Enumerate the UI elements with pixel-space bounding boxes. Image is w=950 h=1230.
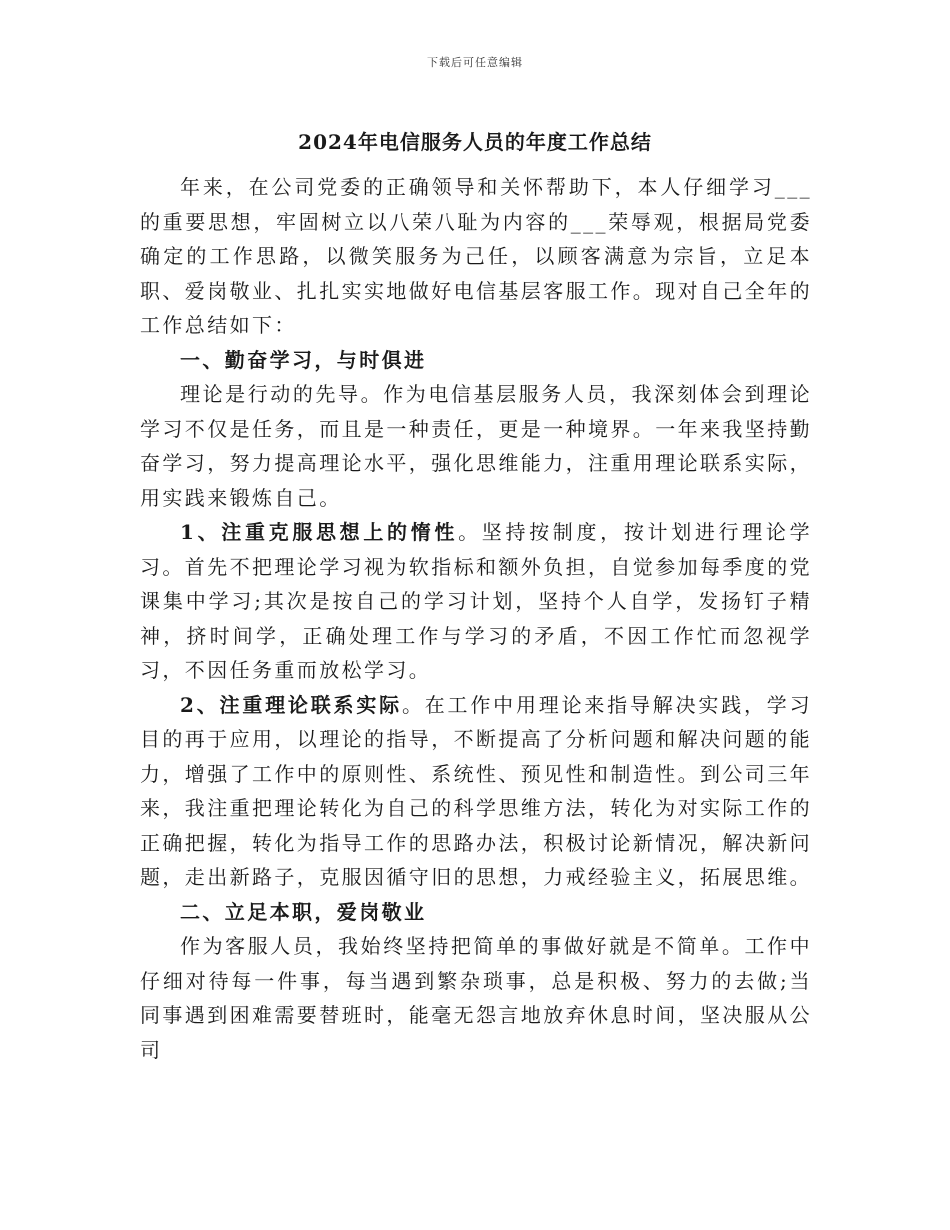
intro-paragraph: 年来，在公司党委的正确领导和关怀帮助下，本人仔细学习___的重要思想，牢固树立以八荣八耻为内容的___荣辱观，根据局党委确定的工作思路，以微笑服务为己任，以顾客满意为宗旨，立足本职、爱岗敬业、扎扎实实地做好电信基层客服工作。现对自己全年的工作总结如下： bbox=[140, 175, 812, 337]
section-2-paragraph: 作为客服人员，我始终坚持把简单的事做好就是不简单。工作中仔细对待每一件事，每当遇到繁杂琐事，总是积极、努力的去做;当同事遇到困难需要替班时，能毫无怨言地放弃休息时间，坚决服从公司 bbox=[140, 934, 812, 1062]
header-note: 下载后可任意编辑 bbox=[427, 56, 523, 69]
document-body bbox=[140, 170, 812, 1067]
section-1-item-1 bbox=[140, 515, 812, 688]
section-1-paragraph: 理论是行动的先导。作为电信基层服务人员，我深刻体会到理论学习不仅是任务，而且是一种责任，更是一种境界。一年来我坚持勤奋学习，努力提高理论水平，强化思维能力，注重用理论联系实际，用实践来锻炼自己。 bbox=[140, 382, 812, 510]
item-1-lead: 1、注重克服思想上的惰性 bbox=[180, 520, 459, 544]
item-2-text: 。在工作中用理论来指导解决实践，学习目的再于应用，以理论的指导，不断提高了分析问题和解决问题的能力，增强了工作中的原则性、系统性、预见性和制造性。到公司三年来，我注重把理论转化为自己的科学思维方法，转化为对实际工作的正确把握，转化为指导工作的思路办法，积极讨论新情况，解决新问题，走出新路子，克服因循守旧的思想，力戒经验主义，拓展思维。 bbox=[140, 692, 813, 889]
item-2-lead: 2、注重理论联系实际 bbox=[180, 692, 402, 717]
document-title: 2024年电信服务人员的年度工作总结 bbox=[298, 130, 652, 154]
section-2-heading: 二、立足本职，爱岗敬业 bbox=[180, 899, 427, 924]
section-1-heading: 一、勤奋学习，与时俱进 bbox=[180, 347, 427, 372]
section-1-item-2 bbox=[140, 688, 812, 895]
item-1-text: 。坚持按制度，按计划进行理论学习。首先不把理论学习视为软指标和额外负担，自觉参加每季度的党课集中学习;其次是按自己的学习计划，坚持个人自学，发扬钉子精神，挤时间学，正确处理工作与学习的矛盾，不因工作忙而忽视学习，不因任务重而放松学习。 bbox=[140, 520, 812, 682]
